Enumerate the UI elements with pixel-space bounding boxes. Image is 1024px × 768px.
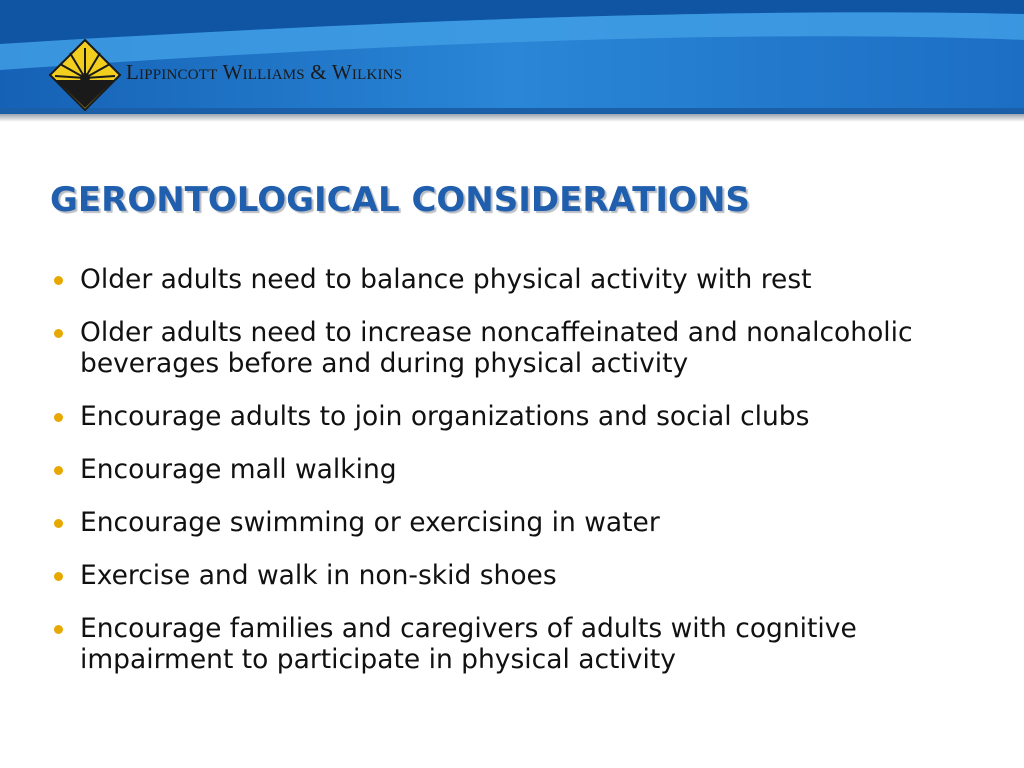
bullet-dot-icon (54, 625, 63, 634)
bullet-dot-icon (54, 572, 63, 581)
bullet-item (50, 317, 970, 379)
publisher-name: Lippincott Williams & Wilkins (126, 60, 403, 84)
bullet-text: Encourage adults to join organizations and social clubs (80, 401, 810, 432)
bullet-dot-icon (54, 276, 63, 285)
bullet-dot-icon (54, 329, 63, 338)
bullet-text: Exercise and walk in non-skid shoes (80, 560, 557, 591)
bullet-dot-icon (54, 413, 63, 422)
bullet-item (50, 454, 970, 485)
bullet-item (50, 264, 970, 295)
bullet-text: Encourage mall walking (80, 454, 397, 485)
bullet-item (50, 613, 970, 675)
bullet-text: Encourage families and caregivers of adults with cognitive impairment to participate in physical activity (80, 613, 857, 675)
starburst-diamond-icon (48, 38, 122, 112)
bullet-dot-icon (54, 466, 63, 475)
header-band (0, 0, 1024, 122)
bullet-item (50, 507, 970, 538)
bullet-text: Older adults need to increase noncaffeinated and nonalcoholic beverages before and during physical activity (80, 317, 913, 379)
bullet-list (50, 264, 970, 697)
bullet-item (50, 560, 970, 591)
bullet-text: Encourage swimming or exercising in water (80, 507, 660, 538)
bullet-text: Older adults need to balance physical activity with rest (80, 264, 812, 295)
bullet-item (50, 401, 970, 432)
bullet-dot-icon (54, 519, 63, 528)
slide-title: GERONTOLOGICAL CONSIDERATIONS (50, 180, 750, 220)
